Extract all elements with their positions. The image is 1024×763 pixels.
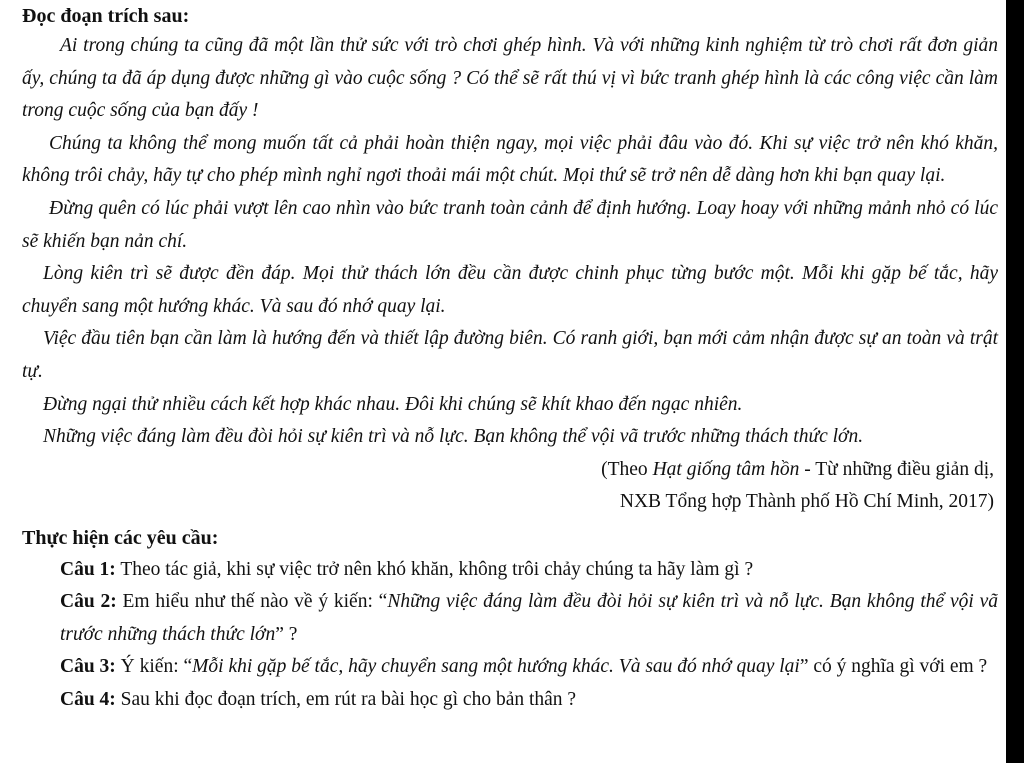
question-text-end: ” có ý nghĩa gì với em ? <box>799 656 988 678</box>
source-book-title: Hạt giống tâm hồn <box>652 458 800 480</box>
tasks-heading: Thực hiện các yêu cầu: <box>22 526 219 549</box>
source-citation-line1 <box>22 454 998 486</box>
passage-paragraph: Đừng ngại thử nhiều cách kết hợp khác nhau. Đôi khi chúng sẽ khít khao đến ngạc nhiên. <box>43 393 743 415</box>
question-label: Câu 4: <box>60 688 116 710</box>
question-label: Câu 3: <box>60 656 116 678</box>
question-quote: Mỗi khi gặp bế tắc, hãy chuyển sang một hướng khác. Và sau đó nhớ quay lại <box>192 656 800 678</box>
question-3 <box>60 651 998 684</box>
passage-paragraph: Những việc đáng làm đều đòi hỏi sự kiên trì và nỗ lực. Bạn không thể vội vã trước những thách thức lớn. <box>43 426 864 448</box>
question-label: Câu 2: <box>60 591 117 613</box>
question-2 <box>60 586 998 651</box>
question-1 <box>60 554 998 587</box>
passage-paragraph: Chúng ta không thể mong muốn tất cả phải hoàn thiện ngay, mọi việc phải đâu vào đó. Khi sự việc trở nên khó khăn, không trôi chảy, hãy tự cho phép mình nghỉ ngơi thoải mái một chút. Mọi thứ sẽ trở nên dễ dàng hơn khi bạn quay lại. <box>22 132 998 187</box>
question-text-end: ” ? <box>275 623 298 645</box>
passage-paragraph: Ai trong chúng ta cũng đã một lần thử sức với trò chơi ghép hình. Và với những kinh nghiệm từ trò chơi rất đơn giản ấy, chúng ta đã áp dụng được những gì vào cuộc sống ? Có thể sẽ rất thú vị vì bức tranh ghép hình là các công việc cần làm trong cuộc sống của bạn đấy ! <box>22 35 998 122</box>
question-label: Câu 1: <box>60 558 116 580</box>
passage-paragraph: Đừng quên có lúc phải vượt lên cao nhìn vào bức tranh toàn cảnh để định hướng. Loay hoay với những mảnh nhỏ có lúc sẽ khiến bạn nản chí. <box>22 197 998 252</box>
question-4 <box>60 684 998 717</box>
source-prefix: (Theo <box>601 458 653 480</box>
question-text: Sau khi đọc đoạn trích, em rút ra bài học gì cho bản thân ? <box>115 688 577 710</box>
passage-paragraph: Lòng kiên trì sẽ được đền đáp. Mọi thử thách lớn đều cần được chinh phục từng bước một. Mỗi khi gặp bế tắc, hãy chuyển sang một hướng khác. Và sau đó nhớ quay lại. <box>22 263 998 317</box>
reading-heading: Đọc đoạn trích sau: <box>22 5 190 27</box>
passage-excerpt <box>22 30 998 454</box>
source-citation-line2: NXB Tổng hợp Thành phố Hồ Chí Minh, 2017) <box>619 490 994 512</box>
question-text: Theo tác giả, khi sự việc trở nên khó khăn, không trôi chảy chúng ta hãy làm gì ? <box>115 558 754 580</box>
passage-paragraph: Việc đầu tiên bạn cần làm là hướng đến và thiết lập đường biên. Có ranh giới, bạn mới cảm nhận được sự an toàn và trật tự. <box>22 328 998 382</box>
source-suffix: - Từ những điều giản dị, <box>799 458 994 480</box>
question-text: Em hiểu như thế nào về ý kiến: “ <box>116 591 388 613</box>
question-text: Ý kiến: “ <box>115 656 193 678</box>
question-quote: Những việc đáng làm đều đòi hỏi sự kiên trì và nỗ lực. Bạn không thể vội vã trước những thách thức lớn <box>60 591 999 645</box>
